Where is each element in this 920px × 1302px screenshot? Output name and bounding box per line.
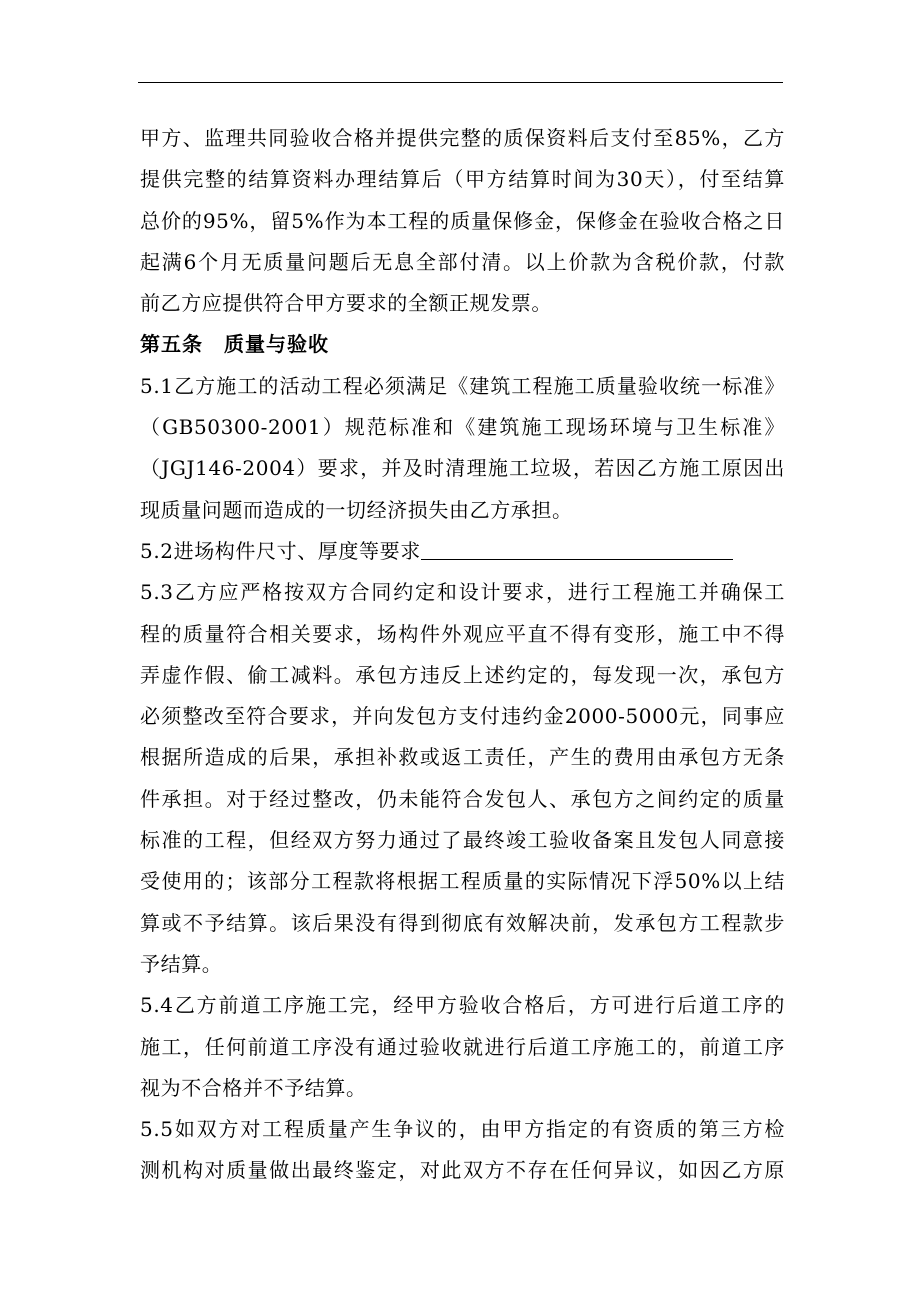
text-line: 提供完整的结算资料办理结算后（甲方结算时间为30天），付至结算 (140, 167, 785, 192)
text-line: 弄虚作假、偷工减料。承包方违反上述约定的，每发现一次，承包方 (140, 662, 785, 687)
section-heading: 第五条 质量与验收 (140, 332, 329, 357)
text-line: 测机构对质量做出最终鉴定，对此双方不存在任何异议，如因乙方原 (140, 1158, 785, 1183)
fill-in-blank (421, 539, 733, 560)
text-line: 件承担。对于经过整改，仍未能符合发包人、承包方之间约定的质量 (140, 786, 785, 811)
text-line: 5.5如双方对工程质量产生争议的，由甲方指定的有资质的第三方检 (140, 1117, 785, 1142)
clause-5-4 (140, 985, 785, 1109)
clause-5-5 (140, 1109, 785, 1192)
clause-5-2 (140, 531, 785, 572)
text-line: 程的质量符合相关要求，场构件外观应平直不得有变形，施工中不得 (140, 621, 785, 646)
text-line: 必须整改至符合要求，并向发包方支付违约金2000-5000元，同事应 (140, 704, 785, 729)
text-line: 标准的工程，但经双方努力通过了最终竣工验收备案且发包人同意接 (140, 828, 785, 853)
clause-5-3 (140, 572, 785, 985)
text-line: 施工，任何前道工序没有通过验收就进行后道工序施工的，前道工序 (140, 1034, 785, 1059)
clause-5-2-text: 5.2进场构件尺寸、厚度等要求 (140, 538, 421, 563)
text-line: 甲方、监理共同验收合格并提供完整的质保资料后支付至85%，乙方 (140, 126, 785, 150)
text-line: 5.4乙方前道工序施工完，经甲方验收合格后，方可进行后道工序的 (140, 993, 785, 1018)
text-line: 算或不予结算。该后果没有得到彻底有效解决前，发承包方工程款步 (140, 910, 785, 935)
text-line: 5.1乙方施工的活动工程必须满足《建筑工程施工质量验收统一标准》 (140, 373, 785, 398)
text-line: 受使用的；该部分工程款将根据工程质量的实际情况下浮50%以上结 (140, 869, 785, 894)
clause-5-1 (140, 366, 785, 531)
payment-paragraph (140, 118, 785, 324)
text-line: 前乙方应提供符合甲方要求的全额正规发票。 (140, 291, 552, 316)
text-line: （GB50300-2001）规范标准和《建筑施工现场环境与卫生标准》 (140, 415, 785, 440)
text-line: 起满6个月无质量问题后无息全部付清。以上价款为含税价款，付款 (140, 249, 785, 274)
document-body (140, 118, 785, 1192)
text-line: 予结算。 (140, 951, 223, 976)
text-line: 现质量问题而造成的一切经济损失由乙方承担。 (140, 497, 573, 522)
text-line: 根据所造成的后果，承担补救或返工责任，产生的费用由承包方无条 (140, 745, 785, 770)
text-line: 总价的95%，留5%作为本工程的质量保修金，保修金在验收合格之日 (140, 208, 785, 233)
text-line: 5.3乙方应严格按双方合同约定和设计要求，进行工程施工并确保工 (140, 580, 785, 605)
text-line: 视为不合格并不予结算。 (140, 1075, 367, 1100)
text-line: （JGJ146-2004）要求，并及时清理施工垃圾，若因乙方施工原因出 (140, 456, 785, 481)
header-rule (138, 82, 783, 83)
